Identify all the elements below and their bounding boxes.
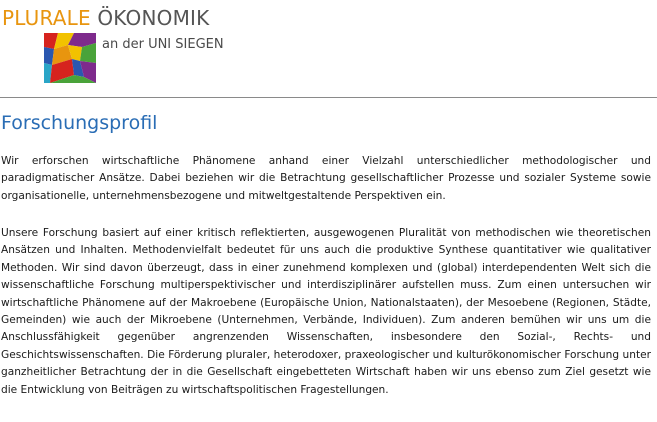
mosaic-logo-icon <box>44 33 96 83</box>
page-title: Forschungsprofil <box>1 112 158 134</box>
logo-wordmark <box>2 6 209 30</box>
logo-subtitle: an der UNI SIEGEN <box>102 37 224 52</box>
logo-word-plurale: PLURALE <box>2 6 91 30</box>
site-logo[interactable] <box>2 6 232 84</box>
logo-word-oekonomik: ÖKONOMIK <box>97 6 210 30</box>
header-divider <box>0 97 657 98</box>
intro-paragraph: Wir erforschen wirtschaftliche Phänomene anhand einer Vielzahl unterschiedlicher methodologischer und paradigmatischer Ansätze. Dabei beziehen wir die Betrachtung gesellschaftlicher Prozesse und sozialer Systeme sowie organisationelle, unternehmensbezogene und mitweltgestaltende Perspektiven ein. <box>1 155 651 202</box>
research-paragraph: Unsere Forschung basiert auf einer kritisch reflektierten, ausgewogenen Pluralität von methodischen wie theoretischen Ansätzen und Inhalten. Methodenvielfalt bedeutet für uns auch die produktive Synthese quantitativer wie qualitativer Methoden. Wir sind davon überzeugt, dass in einer zunehmend komplexen und (global) interdependenten Welt sich die wissenschaftliche Forschung multiperspektivischer und interdisziplinärer aufstellen muss. Zum einen untersuchen wir wirtschaftliche Phänomene auf der Makroebene (Europäische Union, Nationalstaaten), der Mesoebene (Regionen, Städte, Gemeinden) wie auch der Mikroebene (Unternehmen, Verbände, Individuen). Zum anderen bemühen wir uns um die Anschlussfähigkeit gegenüber angrenzenden Wissenschaften, insbesondere den Sozial-, Rechts- und Geschichtswissenschaften. Die Förderung pluraler, heterodoxer, praxeologischer und kulturökonomischer Forschung unter ganzheitlicher Betrachtung der in die Gesellschaft eingebetteten Wirtschaft haben wir uns ebenso zum Ziel gesetzt wie die Entwicklung von Beiträgen zu wirtschaftspolitischen Fragestellungen. <box>1 227 651 396</box>
